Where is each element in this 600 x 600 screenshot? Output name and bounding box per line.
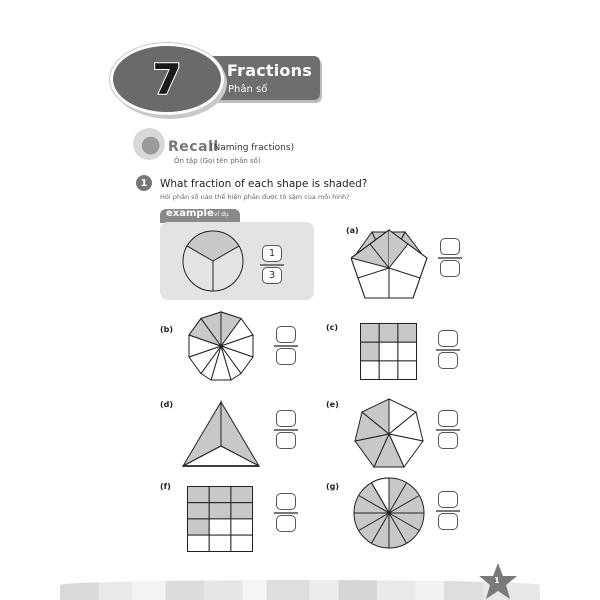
problem-a-label: (a): [346, 226, 359, 235]
example-tab-sublabel: ví dụ: [214, 211, 229, 218]
problem-e-numerator-box[interactable]: [438, 410, 458, 427]
problem-f-grid-shape: [187, 486, 253, 552]
problem-a-numerator-box[interactable]: [440, 238, 460, 255]
problem-f-label: (f): [160, 482, 171, 491]
problem-d-triangle-shape: [182, 400, 260, 468]
chapter-title: Fractions: [227, 61, 312, 80]
problem-e-heptagon-shape: [352, 397, 426, 471]
problem-e-denominator-box[interactable]: [438, 432, 458, 449]
chapter-number-badge: [110, 43, 224, 115]
problem-c-numerator-box[interactable]: [438, 330, 458, 347]
chapter-number: 7: [152, 54, 182, 104]
fraction-bar: [260, 264, 284, 266]
recall-heading: Recall: [168, 139, 219, 155]
recall-mascot-icon: [133, 128, 165, 160]
fraction-bar: [274, 345, 298, 347]
recall-topic: (Naming fractions): [210, 143, 295, 153]
problem-e-label: (e): [326, 400, 339, 409]
question-number: 1: [140, 177, 148, 189]
problem-c-label: (c): [326, 323, 339, 332]
fraction-bar: [274, 429, 298, 431]
problem-g-numerator-box[interactable]: [438, 491, 458, 508]
question-subtext: Hỏi phân số nào thể hiện phần được tô sậm của mỗi hình?: [160, 193, 350, 201]
problem-a-pentagon-outline: [351, 228, 431, 300]
problem-g-circle-shape: [352, 476, 426, 550]
problem-b-denominator-box[interactable]: [276, 348, 296, 365]
problem-f-denominator-box[interactable]: [276, 515, 296, 532]
page-number: 1: [494, 576, 500, 585]
problem-g-denominator-box[interactable]: [438, 513, 458, 530]
fraction-bar: [274, 512, 298, 514]
example-numerator: 1: [268, 248, 276, 259]
problem-b-numerator-box[interactable]: [276, 326, 296, 343]
problem-c-denominator-box[interactable]: [438, 352, 458, 369]
recall-subtitle: Ôn tập (Gọi tên phân số): [174, 157, 261, 165]
example-numerator-box: [262, 245, 282, 262]
problem-d-numerator-box[interactable]: [276, 410, 296, 427]
example-circle-shape: [178, 226, 248, 296]
footer-decoration: [60, 580, 540, 600]
example-denominator: 3: [268, 270, 276, 281]
fraction-bar: [436, 349, 460, 351]
example-tab-label: example: [166, 208, 214, 219]
example-denominator-box: [262, 267, 282, 284]
problem-g-label: (g): [326, 482, 340, 491]
problem-f-numerator-box[interactable]: [276, 493, 296, 510]
question-text: What fraction of each shape is shaded?: [160, 178, 368, 190]
problem-d-denominator-box[interactable]: [276, 432, 296, 449]
fraction-bar: [438, 257, 462, 259]
problem-c-grid-shape: [360, 323, 417, 380]
problem-b-label: (b): [160, 325, 174, 334]
problem-a-denominator-box[interactable]: [440, 260, 460, 277]
question-number-badge: [136, 175, 152, 191]
fraction-bar: [436, 429, 460, 431]
fraction-bar: [436, 510, 460, 512]
problem-b-decagon-overlay: [184, 310, 258, 382]
chapter-subtitle: Phân số: [228, 84, 268, 95]
problem-d-label: (d): [160, 400, 174, 409]
